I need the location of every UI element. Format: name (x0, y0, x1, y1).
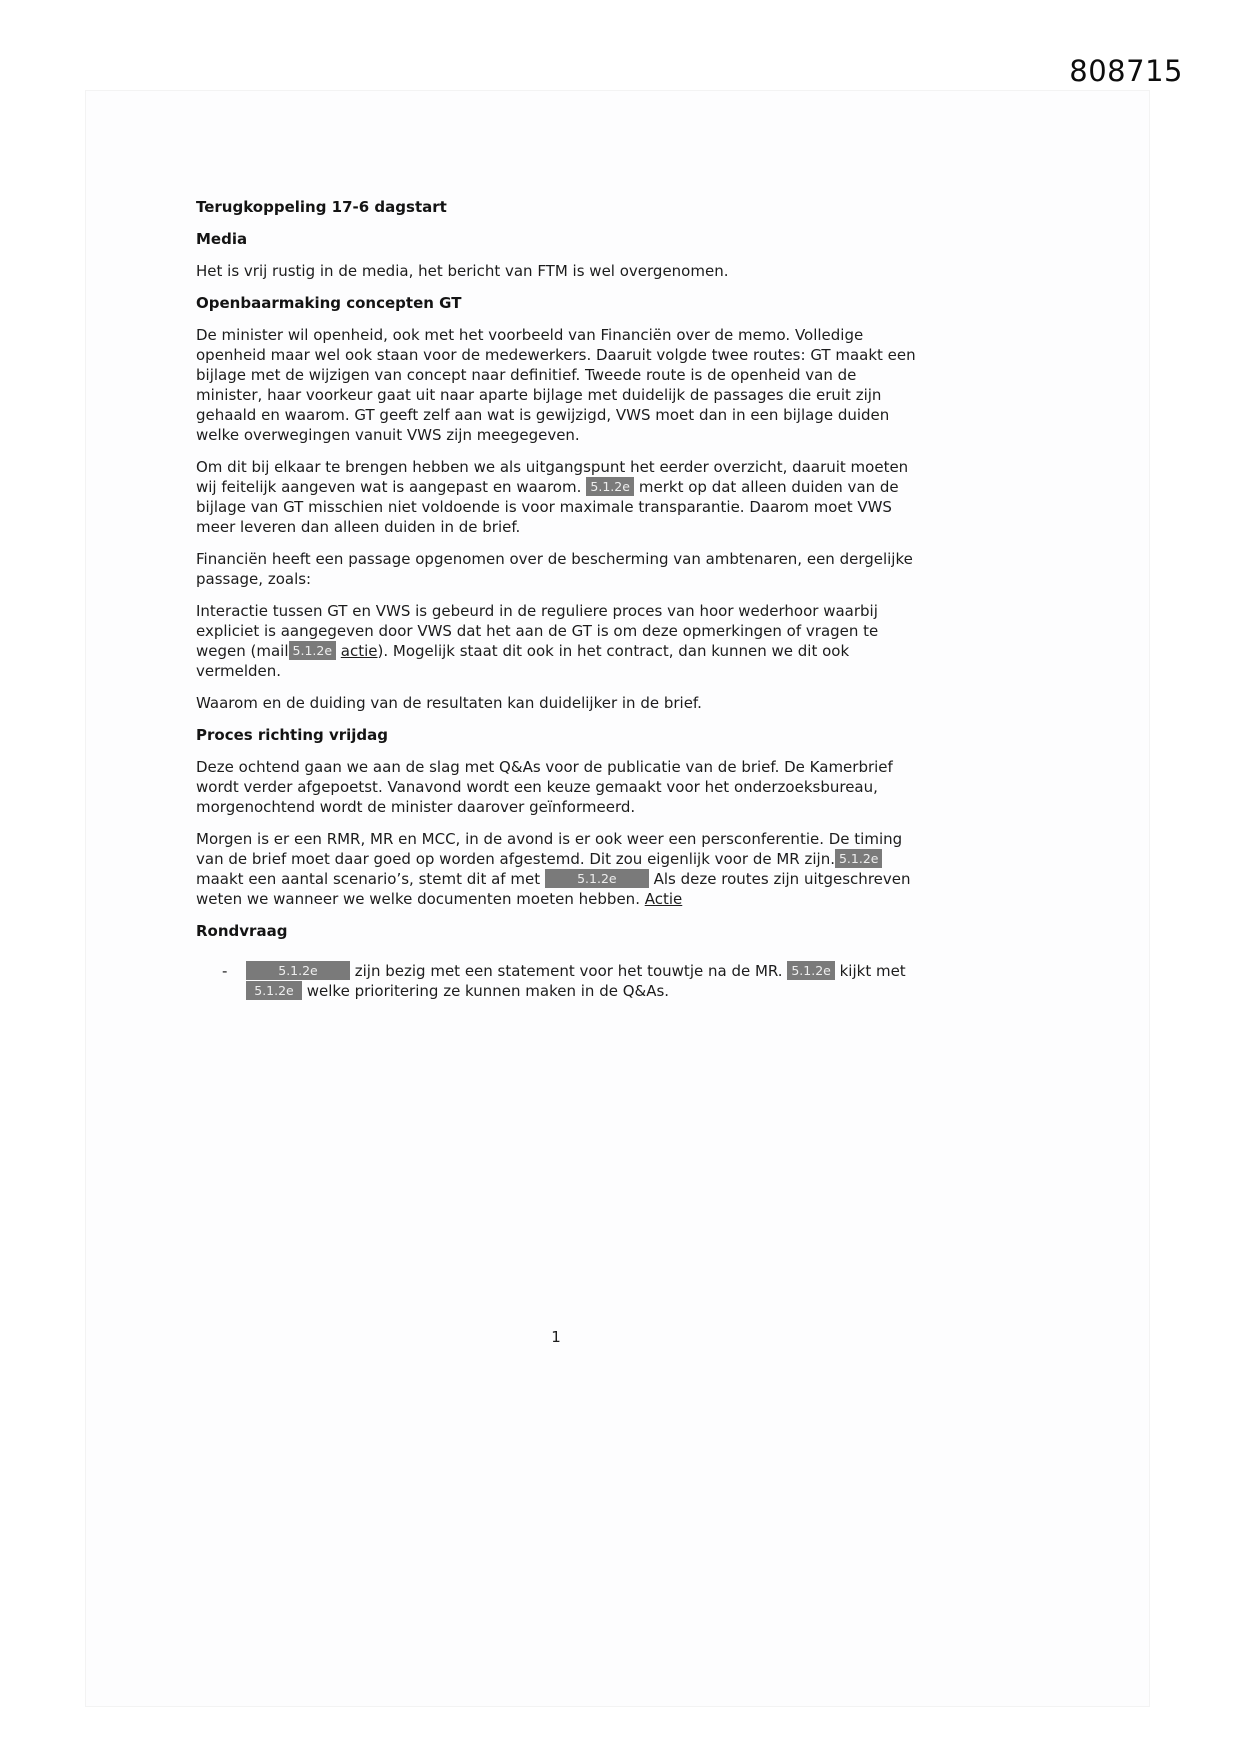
paragraph (196, 261, 916, 281)
section-heading: Openbaarmaking concepten GT (196, 294, 462, 312)
paragraph (196, 325, 916, 445)
redaction-box: 5.1.2e (835, 849, 883, 868)
paragraph (196, 693, 916, 713)
body-text: Het is vrij rustig in de media, het bericht van FTM is wel overgenomen. (196, 262, 729, 280)
bullet-content (246, 962, 906, 1000)
paragraph (196, 829, 916, 909)
body-text: Interactie tussen GT en VWS is gebeurd in de reguliere proces van hoor wederhoor waarbij expliciet is aangegeven door VWS dat het aan de GT is om deze opmerkingen of vragen te wegen (mail (196, 602, 879, 660)
body-text: zijn bezig met een statement voor het touwtje na de MR. (350, 962, 788, 980)
redaction-box: 5.1.2e (289, 641, 337, 660)
body-text: Als deze routes zijn uitgeschreven weten we wanneer we welke documenten moeten hebben. (196, 870, 911, 908)
redaction-box: 5.1.2e (787, 961, 835, 980)
body-text: Financiën heeft een passage opgenomen over de bescherming van ambtenaren, een dergelijke passage, zoals: (196, 550, 913, 588)
paragraph (196, 601, 916, 681)
redaction-box: 5.1.2e (246, 961, 350, 980)
body-text: kijkt met (834, 962, 906, 980)
section-heading: Media (196, 230, 248, 248)
body-text: welke prioritering ze kunnen maken in de Q&As. (302, 982, 670, 1000)
body-text: maakt een aantal scenario’s, stemt dit af met (196, 870, 545, 888)
body-text: Morgen is er een RMR, MR en MCC, in de avond is er ook weer een persconferentie. De timing van de brief moet daar goed op worden afgestemd. Dit zou eigenlijk voor de MR zijn. (196, 830, 903, 868)
paragraph (196, 757, 916, 817)
redaction-box: 5.1.2e (586, 477, 634, 496)
document-id-stamp: 808715 (1069, 54, 1183, 88)
body-text: De minister wil openheid, ook met het voorbeeld van Financiën over de memo. Volledige openheid maar wel ook staan voor de medewerkers. Daaruit volgde twee routes: GT maakt een bijlage met de wijzigen van concept naar definitief. Tweede route is de openheid van de minister, haar voorkeur gaat uit naar aparte bijlage met duidelijk de passages die eruit zijn gehaald en waarom. GT geeft zelf aan wat is gewijzigd, VWS moet dan in een bijlage duiden welke overwegingen vanuit VWS zijn meegegeven. (196, 326, 916, 444)
body-text: ). Mogelijk staat dit ook in het contract, dan kunnen we dit ook vermelden. (196, 642, 850, 680)
paragraph (196, 457, 916, 537)
bullet-item (196, 961, 916, 1001)
paragraph (196, 549, 916, 589)
body-text: Om dit bij elkaar te brengen hebben we als uitgangspunt het eerder overzicht, daaruit moeten wij feitelijk aangeven wat is aangepast en waarom. (196, 458, 909, 496)
body-text: Waarom en de duiding van de resultaten kan duidelijker in de brief. (196, 694, 702, 712)
section-heading: Proces richting vrijdag (196, 726, 389, 744)
redaction-box: 5.1.2e (545, 869, 649, 888)
page-number: 1 (551, 1328, 561, 1346)
bullet-marker: - (222, 962, 228, 980)
underlined-text: Actie (644, 890, 683, 908)
underlined-text: actie (340, 642, 378, 660)
body-text: Deze ochtend gaan we aan de slag met Q&As voor de publicatie van de brief. De Kamerbrief wordt verder afgepoetst. Vanavond wordt een keuze gemaakt voor het onderzoeksbureau, morgenochtend wordt de minister daarover geïnformeerd. (196, 758, 893, 816)
body-text: merkt op dat alleen duiden van de bijlage van GT misschien niet voldoende is voor maximale transparantie. Daarom moet VWS meer leveren dan alleen duiden in de brief. (196, 478, 899, 536)
section-heading: Rondvraag (196, 922, 288, 940)
redaction-box: 5.1.2e (246, 981, 302, 1000)
document-body (196, 197, 916, 1013)
section-heading: Terugkoppeling 17-6 dagstart (196, 198, 447, 216)
